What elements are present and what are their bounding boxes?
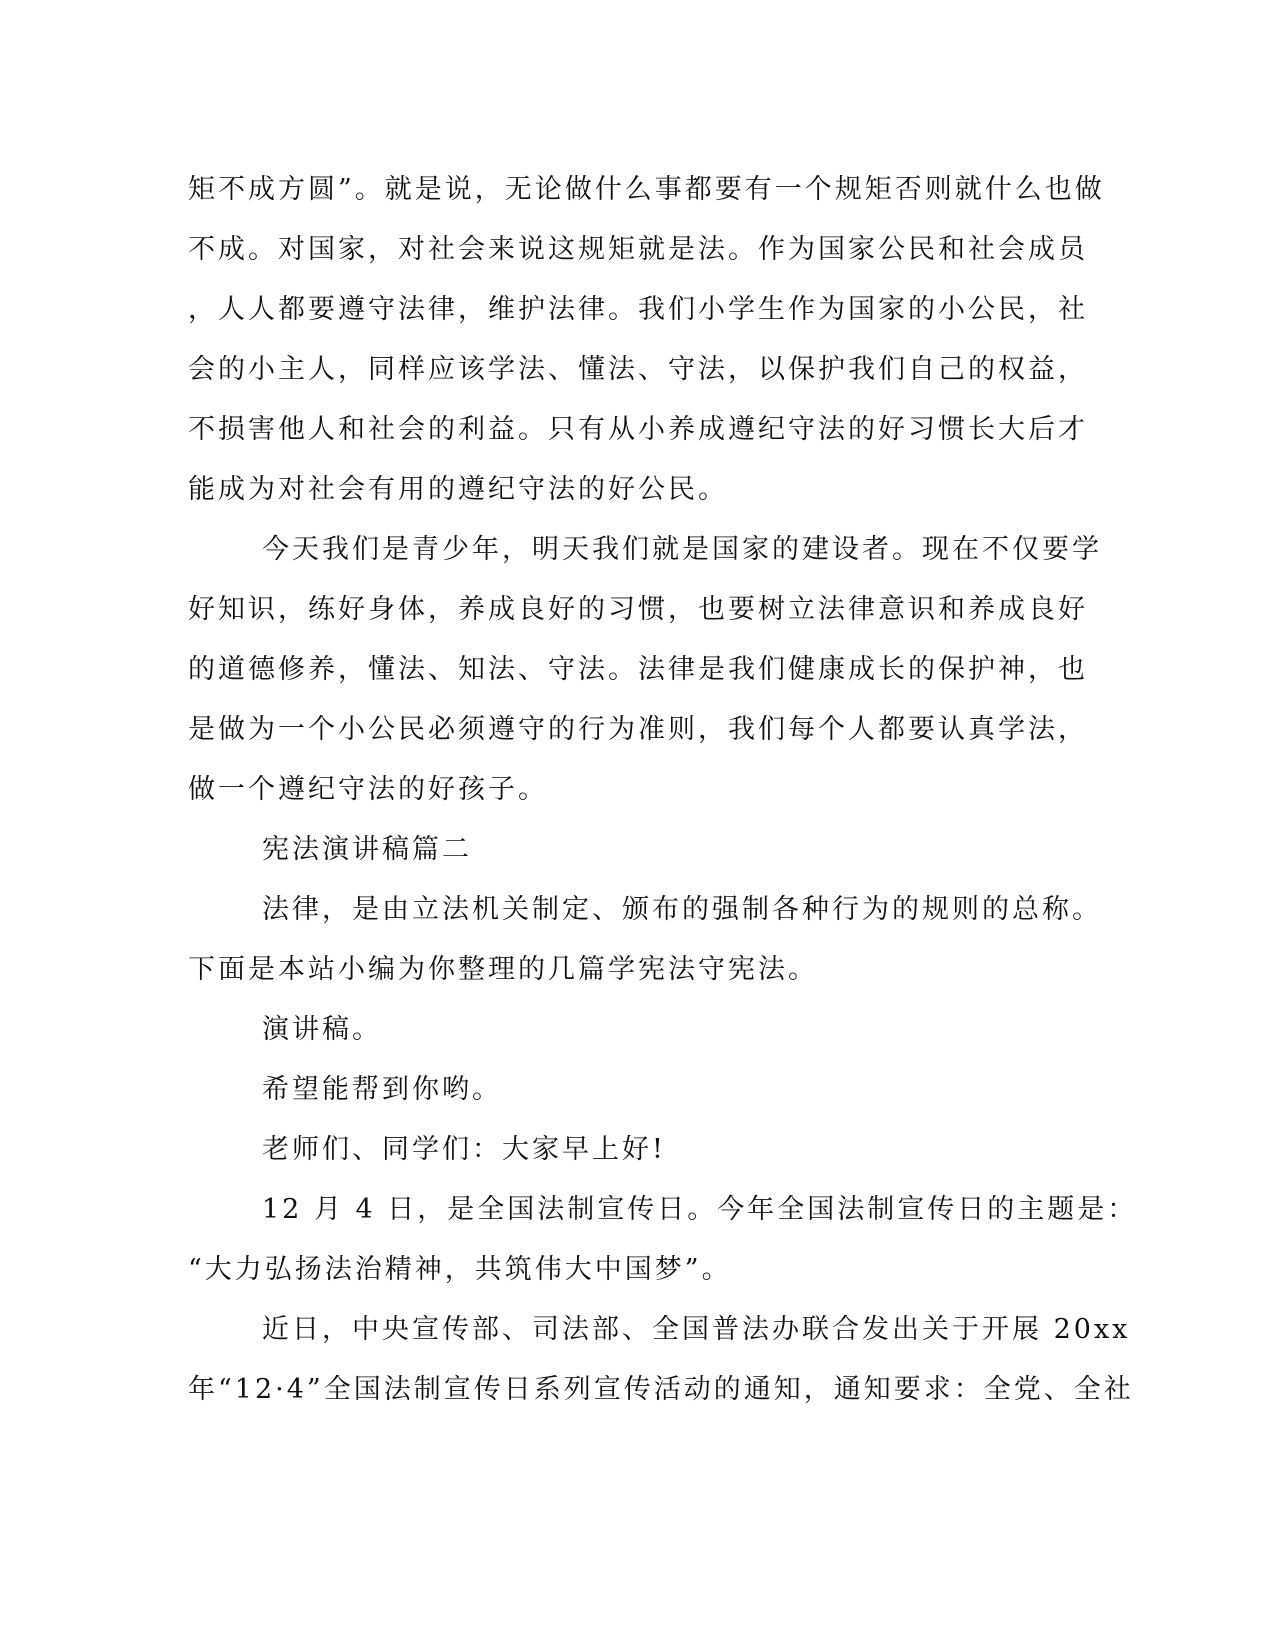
text-line: 法律，是由立法机关制定、颁布的强制各种行为的规则的总称。 <box>262 894 1102 925</box>
text-line: 希望能帮到你哟。 <box>262 1074 502 1105</box>
text-line: 做一个遵纪守法的好孩子。 <box>188 774 548 805</box>
text-line: 不成。对国家，对社会来说这规矩就是法。作为国家公民和社会成员 <box>188 234 1088 265</box>
text-line: 的道德修养，懂法、知法、守法。法律是我们健康成长的保护神，也 <box>188 654 1088 685</box>
text-line: 不损害他人和社会的利益。只有从小养成遵纪守法的好习惯长大后才 <box>188 414 1088 445</box>
text-line: 12 月 4 日，是全国法制宣传日。今年全国法制宣传日的主题是： <box>262 1194 1138 1225</box>
section-heading: 宪法演讲稿篇二 <box>262 834 472 865</box>
greeting-line: 老师们、同学们：大家早上好! <box>262 1134 666 1165</box>
document-body <box>188 160 1138 1420</box>
text-line: 今天我们是青少年，明天我们就是国家的建设者。现在不仅要学 <box>262 534 1102 565</box>
text-line: 是做为一个小公民必须遵守的行为准则，我们每个人都要认真学法， <box>188 714 1088 745</box>
text-line: 年“12·4”全国法制宣传日系列宣传活动的通知，通知要求：全党、全社 <box>188 1374 1134 1405</box>
text-line: 演讲稿。 <box>262 1014 382 1045</box>
text-line: 好知识，练好身体，养成良好的习惯，也要树立法律意识和养成良好 <box>188 594 1088 625</box>
text-line: “大力弘扬法治精神，共筑伟大中国梦”。 <box>188 1254 732 1285</box>
text-line: 能成为对社会有用的遵纪守法的好公民。 <box>188 474 728 505</box>
text-line: 会的小主人，同样应该学法、懂法、守法，以保护我们自己的权益， <box>188 354 1088 385</box>
text-line: 近日，中央宣传部、司法部、全国普法办联合发出关于开展 20xx <box>262 1314 1131 1345</box>
text-line: 下面是本站小编为你整理的几篇学宪法守宪法。 <box>188 954 818 985</box>
text-line: ，人人都要遵守法律，维护法律。我们小学生作为国家的小公民，社 <box>188 294 1088 325</box>
text-line: 矩不成方圆”。就是说，无论做什么事都要有一个规矩否则就什么也做 <box>188 174 1105 205</box>
